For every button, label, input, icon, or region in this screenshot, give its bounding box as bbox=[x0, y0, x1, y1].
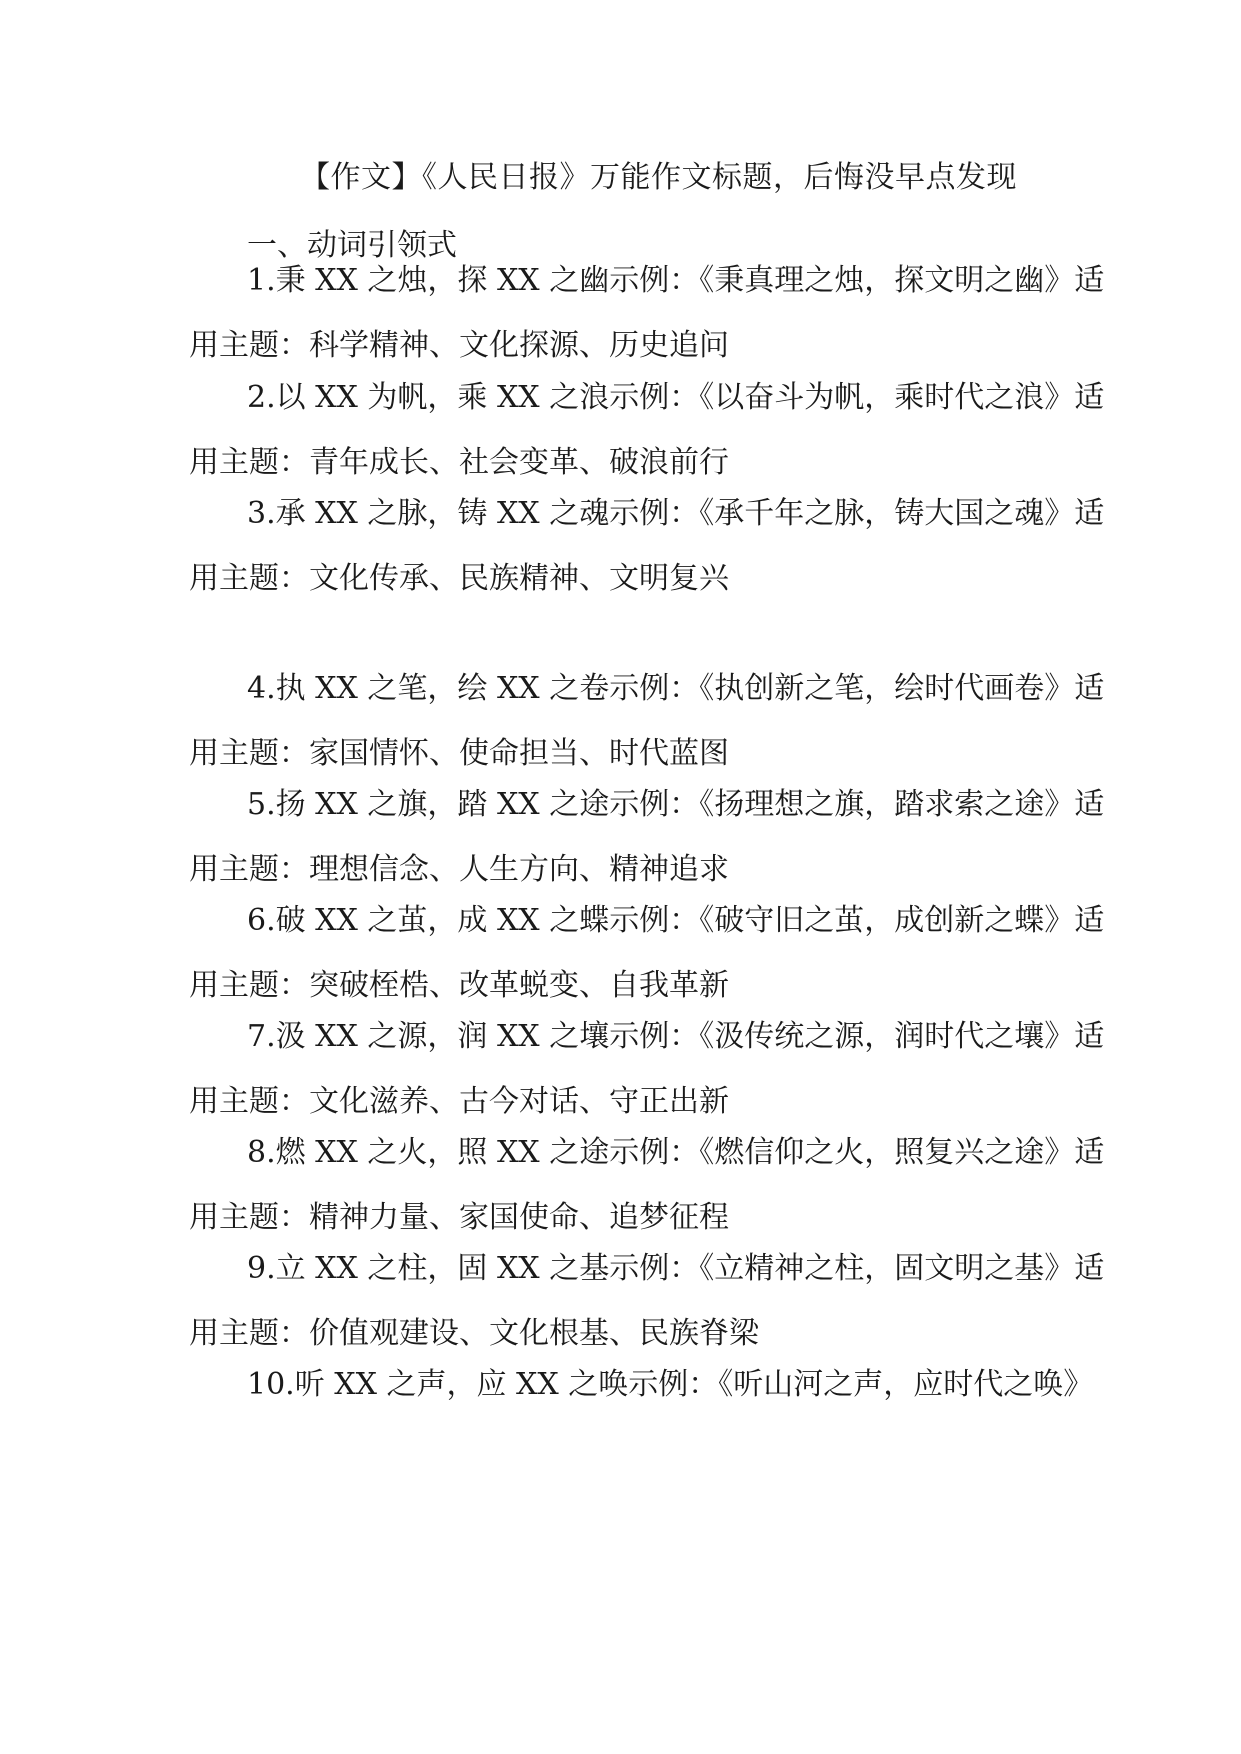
item-line-2: 用主题：突破桎梏、改革蜕变、自我革新 bbox=[189, 968, 729, 1003]
item-line-2: 用主题：理想信念、人生方向、精神追求 bbox=[189, 852, 729, 887]
item-line-1: 10.听 XX 之声，应 XX 之唤示例：《听山河之声，应时代之唤》 bbox=[247, 1367, 1094, 1402]
item-line-1: 6.破 XX 之茧，成 XX 之蝶示例：《破守旧之茧，成创新之蝶》适 bbox=[247, 903, 1105, 938]
item-line-1: 5.扬 XX 之旗，踏 XX 之途示例：《扬理想之旗，踏求索之途》适 bbox=[247, 787, 1105, 822]
item-line-1: 9.立 XX 之柱，固 XX 之基示例：《立精神之柱，固文明之基》适 bbox=[247, 1251, 1105, 1286]
list-item bbox=[189, 656, 1105, 786]
item-line-2: 用主题：科学精神、文化探源、历史追问 bbox=[189, 328, 729, 363]
list-item bbox=[189, 1352, 1094, 1417]
list-item bbox=[189, 888, 1105, 1018]
item-line-1: 4.执 XX 之笔，绘 XX 之卷示例：《执创新之笔，绘时代画卷》适 bbox=[247, 671, 1105, 706]
item-line-1: 1.秉 XX 之烛，探 XX 之幽示例：《秉真理之烛，探文明之幽》适 bbox=[247, 263, 1105, 298]
list-item bbox=[189, 1120, 1105, 1250]
list-item bbox=[189, 772, 1105, 902]
document-title: 【作文】《人民日报》万能作文标题，后悔没早点发现 bbox=[300, 160, 1017, 195]
list-item bbox=[189, 365, 1105, 495]
item-line-1: 3.承 XX 之脉，铸 XX 之魂示例：《承千年之脉，铸大国之魂》适 bbox=[247, 496, 1105, 531]
item-line-1: 7.汲 XX 之源，润 XX 之壤示例：《汲传统之源，润时代之壤》适 bbox=[247, 1019, 1105, 1054]
item-line-2: 用主题：青年成长、社会变革、破浪前行 bbox=[189, 445, 729, 480]
item-line-2: 用主题：文化传承、民族精神、文明复兴 bbox=[189, 561, 729, 596]
list-item bbox=[189, 1236, 1105, 1366]
item-line-2: 用主题：文化滋养、古今对话、守正出新 bbox=[189, 1084, 729, 1119]
list-item bbox=[189, 1004, 1105, 1134]
item-line-1: 2.以 XX 为帆，乘 XX 之浪示例：《以奋斗为帆，乘时代之浪》适 bbox=[247, 380, 1105, 415]
item-line-2: 用主题：家国情怀、使命担当、时代蓝图 bbox=[189, 736, 729, 771]
item-line-2: 用主题：精神力量、家国使命、追梦征程 bbox=[189, 1200, 729, 1235]
list-item bbox=[189, 248, 1105, 378]
item-line-2: 用主题：价值观建设、文化根基、民族脊梁 bbox=[189, 1316, 759, 1351]
item-line-1: 8.燃 XX 之火，照 XX 之途示例：《燃信仰之火，照复兴之途》适 bbox=[247, 1135, 1105, 1170]
list-item bbox=[189, 481, 1105, 611]
section-heading: 一、动词引领式 bbox=[247, 228, 457, 263]
